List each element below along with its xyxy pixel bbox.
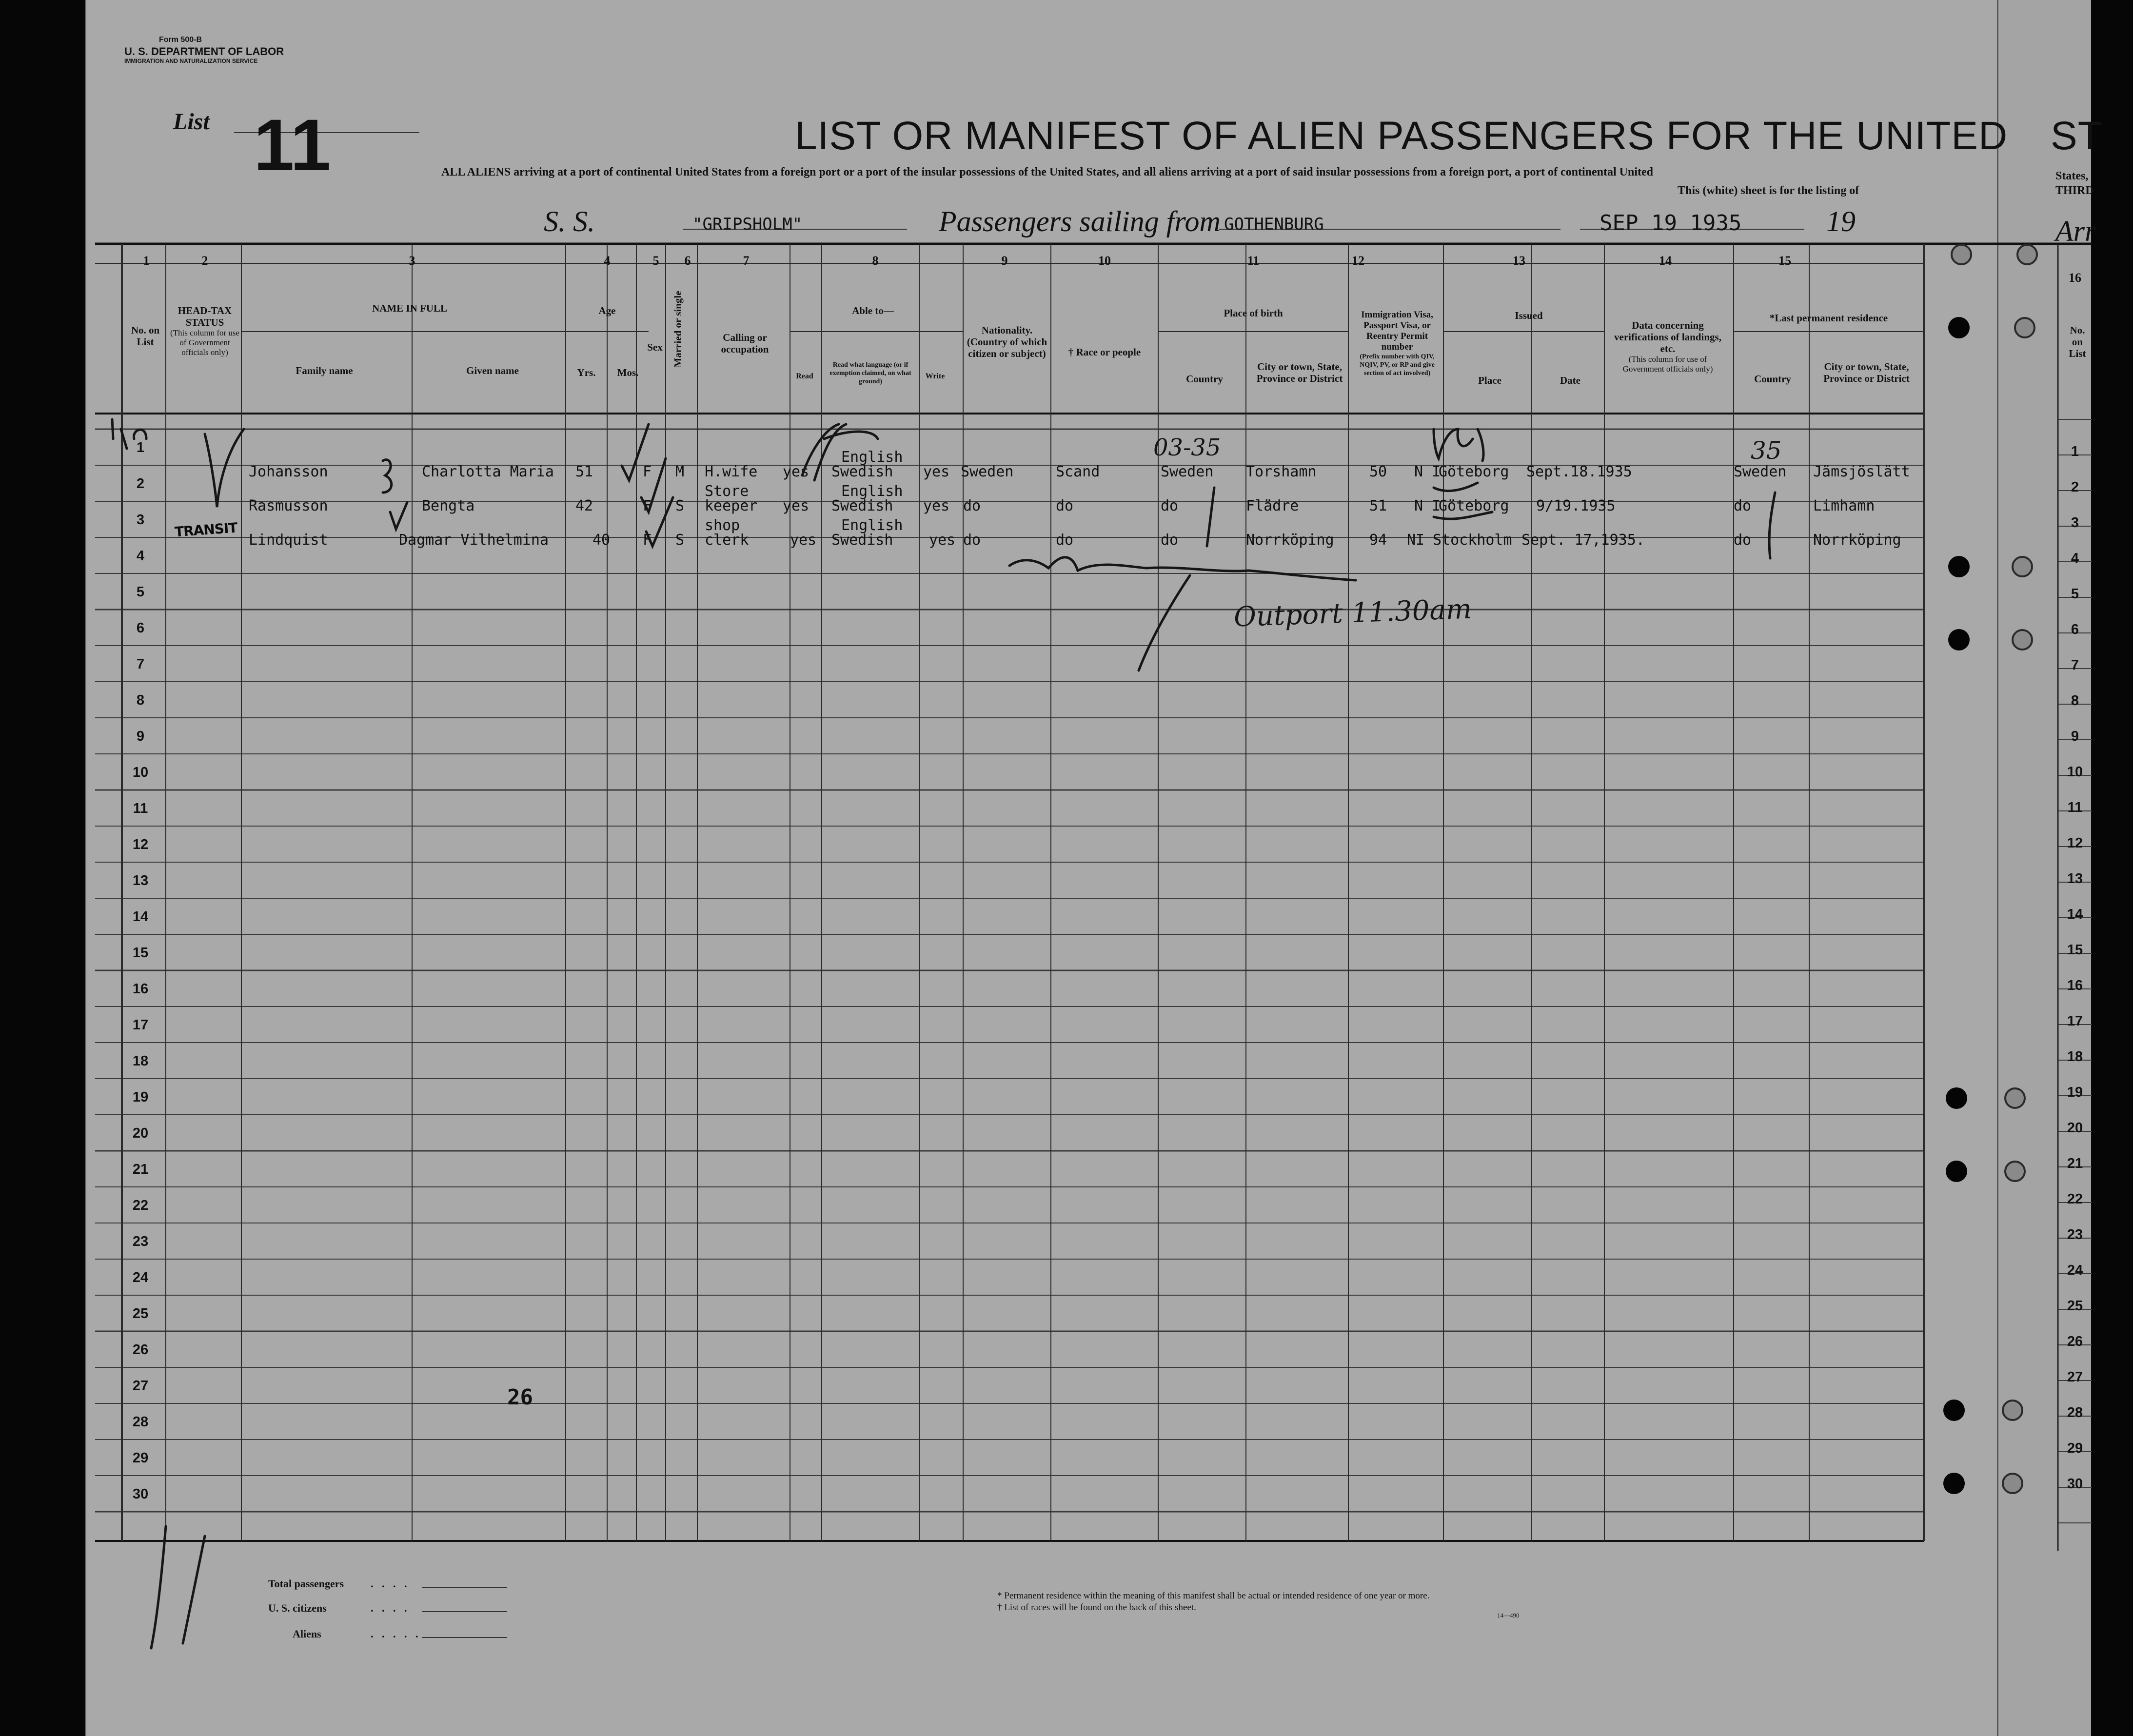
header-res-city: City or town, State, Province or District <box>1823 361 1910 384</box>
occupation: keeper <box>705 497 758 514</box>
visa-note: (Prefix number with QIV, NQIV, PV, or RP and give section of act involved) <box>1360 353 1435 377</box>
row-number: 7 <box>136 656 145 672</box>
row-number: 28 <box>132 1414 149 1430</box>
col-number: 9 <box>1001 254 1008 268</box>
given-name: Dagmar Vilhelmina <box>399 532 549 549</box>
row-number: 30 <box>2067 1476 2083 1492</box>
sex: F <box>643 463 652 480</box>
form-number: Form 500-B <box>158 36 202 44</box>
row-number: 13 <box>132 873 149 888</box>
language: Swedish <box>831 497 893 514</box>
row-number: 22 <box>2067 1191 2083 1207</box>
birth-country: do <box>1161 497 1179 514</box>
punch-hole <box>2016 244 2038 265</box>
total-passengers-dots: . . . . <box>371 1578 410 1590</box>
list-number: 11 <box>254 104 331 186</box>
punch-hole <box>1943 1473 1965 1494</box>
can-read: yes <box>783 497 810 514</box>
birth-city: Flädre <box>1246 497 1299 514</box>
row-number: 21 <box>132 1162 149 1177</box>
punch-hole <box>2012 629 2033 651</box>
row-number: 5 <box>136 584 145 600</box>
race: do <box>1056 497 1074 514</box>
row-number: 16 <box>132 981 149 997</box>
residence-city: Jämsjöslätt <box>1813 463 1910 480</box>
punch-hole <box>2002 1473 2023 1494</box>
row-number: 14 <box>2067 907 2083 922</box>
nationality: Sweden <box>961 463 1014 480</box>
occupation: H.wife <box>705 463 758 480</box>
row-number: 5 <box>2071 586 2079 602</box>
col-number: 11 <box>1247 254 1260 268</box>
row-number: 13 <box>2067 871 2083 887</box>
list-label: List <box>173 109 210 135</box>
header-place-of-birth: Place of birth <box>1224 307 1283 319</box>
ss-label: S. S. <box>544 205 595 237</box>
punch-hole <box>1946 1161 1967 1182</box>
visa-label: Immigration Visa, Passport Visa, or Reentry Permit number <box>1361 310 1433 352</box>
aliens-label: Aliens <box>293 1628 321 1640</box>
footnote-residence: * Permanent residence within the meaning of this manifest shall be actual or intended residence of one year or more. <box>997 1591 1430 1601</box>
header-mos: Mos. <box>617 367 639 378</box>
row-number: 20 <box>2067 1120 2083 1136</box>
col-number: 12 <box>1352 254 1364 268</box>
header-last-residence: *Last permanent residence <box>1769 312 1888 324</box>
header-yrs: Yrs. <box>577 367 596 378</box>
row-number: 30 <box>132 1486 149 1502</box>
visa-number: 50 <box>1369 463 1387 480</box>
issued-date: 9/19.1935 <box>1536 497 1616 514</box>
col-number: 6 <box>684 254 691 268</box>
residence-country: do <box>1734 532 1752 549</box>
row-number: 7 <box>2071 657 2079 673</box>
row-number: 29 <box>132 1450 149 1466</box>
header-given-name: Given name <box>466 365 519 376</box>
marital-status: M <box>675 463 685 480</box>
given-name: Bengta <box>422 497 475 514</box>
header-city: City or town, State, Province or District <box>1256 361 1343 384</box>
residence-country: do <box>1734 497 1752 514</box>
punch-hole <box>1948 317 1970 338</box>
row-number: 24 <box>2067 1263 2083 1278</box>
col-number: 3 <box>409 254 415 268</box>
row-number: 4 <box>136 548 145 564</box>
visa-number: 94 <box>1369 532 1387 549</box>
visa-number: 51 <box>1369 497 1387 514</box>
col-number: 16 <box>2069 271 2081 285</box>
header-issued: Issued <box>1515 310 1543 321</box>
header-read-language: Read what language (or if exemption claimed, on what ground) <box>830 361 911 385</box>
family-name: Johansson <box>249 463 328 480</box>
age-years: 42 <box>575 497 593 514</box>
row-number: 26 <box>132 1342 149 1358</box>
verification-label: Data concerning verifications of landings, etc. <box>1614 319 1721 355</box>
head-tax-note: (This column for use of Government officials only) <box>170 328 240 357</box>
visa-type: N I <box>1414 497 1441 514</box>
sex: F <box>643 497 652 514</box>
row-number: 1 <box>2071 444 2079 459</box>
row-number: 2 <box>2071 479 2079 495</box>
header-sex: Sex <box>647 341 663 353</box>
row-number: 8 <box>2071 693 2079 709</box>
row-number: 28 <box>2067 1405 2083 1420</box>
row-number: 8 <box>136 692 145 708</box>
issued-place: Stockholm <box>1433 532 1512 549</box>
row-number: 10 <box>2067 764 2083 780</box>
age-years: 51 <box>575 463 593 480</box>
col-number: 10 <box>1098 254 1111 268</box>
row-number: 15 <box>132 945 149 961</box>
language: Swedish <box>831 532 893 549</box>
departure-port: GOTHENBURG <box>1224 215 1324 234</box>
marital-status: S <box>675 532 685 549</box>
col-number: 13 <box>1513 254 1525 268</box>
language-top: English <box>841 449 903 466</box>
service: IMMIGRATION AND NATURALIZATION SERVICE <box>124 58 258 64</box>
header-race: † Race or people <box>1068 346 1141 358</box>
row-number: 23 <box>132 1234 149 1249</box>
us-citizens-label: U. S. citizens <box>268 1602 327 1614</box>
row-number: 1 <box>136 440 145 455</box>
visa-type: NI <box>1407 532 1425 549</box>
row-number: 20 <box>132 1125 149 1141</box>
next-sheet-title: ST <box>2051 114 2103 158</box>
title-subtext-1: ALL ALIENS arriving at a port of continental United States from a foreign port or a port of the insular possessions of the United States, and all aliens arriving at a port of said insular possessions from a foreign port, a port of continental United <box>441 166 1653 178</box>
header-name-in-full: NAME IN FULL <box>372 302 447 314</box>
aliens-dots: . . . . . <box>371 1628 421 1640</box>
row-number: 29 <box>2067 1440 2083 1456</box>
birth-city: Norrköping <box>1246 532 1334 549</box>
issued-place: Göteborg <box>1439 497 1509 514</box>
row-number: 17 <box>2067 1013 2083 1029</box>
can-read: yes <box>790 532 817 549</box>
punch-hole <box>1948 629 1970 651</box>
footnote-races: † List of races will be found on the back of this sheet. <box>997 1602 1196 1613</box>
outport-note: Outport 11.30am <box>1233 593 1472 633</box>
transit-stamp: TRANSIT <box>174 519 238 540</box>
verification-note: (This column for use of Government officials only) <box>1622 355 1713 374</box>
head-tax-label: HEAD-TAX STATUS <box>178 305 232 328</box>
col-number: 1 <box>143 254 150 268</box>
row-number: 11 <box>2067 800 2083 815</box>
punch-hole <box>1946 1087 1967 1109</box>
row-number: 9 <box>2071 729 2079 744</box>
row-number: 9 <box>136 729 145 744</box>
punch-hole <box>1948 556 1970 577</box>
header-res-country: Country <box>1754 373 1791 385</box>
can-read: yes <box>783 463 810 480</box>
row-number: 27 <box>2067 1369 2083 1385</box>
total-passengers-label: Total passengers <box>268 1578 344 1590</box>
row-number: 11 <box>133 801 148 816</box>
row-number: 22 <box>132 1198 149 1213</box>
can-write: yes <box>923 497 950 514</box>
next-sheet-arrival: Arr <box>2055 215 2096 247</box>
col-number: 7 <box>743 254 750 268</box>
page-stamp: 26 <box>507 1385 533 1410</box>
birth-country: do <box>1161 532 1179 549</box>
manifest-title: LIST OR MANIFEST OF ALIEN PASSENGERS FOR THE UNITED <box>795 114 2008 158</box>
row-number: 4 <box>2071 551 2079 566</box>
row-number: 27 <box>132 1378 149 1394</box>
title-subtext-2: This (white) sheet is for the listing of <box>1678 184 1859 197</box>
row-number: 14 <box>132 909 149 925</box>
col-number: 5 <box>652 254 659 268</box>
col-number: 8 <box>872 254 879 268</box>
punch-hole <box>1943 1400 1965 1421</box>
row-number: 16 <box>2067 978 2083 993</box>
race: Scand <box>1056 463 1100 480</box>
occupation-top: shop <box>705 517 740 534</box>
issued-place: Göteborg <box>1439 463 1509 480</box>
row-number: 18 <box>2067 1049 2083 1065</box>
birth-country: Sweden <box>1161 463 1214 480</box>
next-sheet-sub2: THIRD <box>2055 184 2094 197</box>
residence-country: Sweden <box>1734 463 1787 480</box>
header-age: Age <box>598 305 616 316</box>
punch-hole <box>2004 1161 2026 1182</box>
visa-type: N I <box>1414 463 1441 480</box>
language-top: English <box>841 483 903 500</box>
row-number: 25 <box>2067 1298 2083 1314</box>
row-number: 18 <box>132 1053 149 1069</box>
header-write: Write <box>925 372 945 380</box>
ship-name: "GRIPSHOLM" <box>692 215 803 234</box>
form-code: 14—490 <box>1497 1612 1520 1619</box>
header-place: Place <box>1478 375 1501 386</box>
row-number: 12 <box>132 837 149 852</box>
sailing-date: SEP 19 1935 <box>1600 211 1742 236</box>
occupation-top: Store <box>705 483 749 500</box>
row-number: 10 <box>132 765 149 780</box>
birth-city: Torshamn <box>1246 463 1317 480</box>
col-number: 4 <box>604 254 611 268</box>
sailing-from-label: Passengers sailing from <box>939 205 1221 237</box>
issued-date: Sept.18.1935 <box>1526 463 1632 480</box>
col-number: 14 <box>1659 254 1672 268</box>
row-number: 2 <box>136 476 145 492</box>
row-number: 6 <box>136 620 145 636</box>
row-number: 19 <box>132 1089 149 1105</box>
header-read: Read <box>796 372 813 380</box>
col-number: 2 <box>201 254 208 268</box>
age-years: 40 <box>592 532 611 549</box>
us-citizens-dots: . . . . <box>371 1602 410 1614</box>
header-able-to: Able to— <box>852 305 894 316</box>
marital-status: S <box>675 497 685 514</box>
next-sheet-sub1: States, <box>2055 170 2089 182</box>
row-number: 17 <box>132 1017 149 1033</box>
header-no-on-list: No. on List <box>131 324 160 348</box>
punch-hole <box>2012 556 2033 577</box>
issued-date: Sept. 17,1935. <box>1521 532 1645 549</box>
header-no-on-list-2: No. on List <box>2069 324 2086 359</box>
sex: F <box>643 532 652 549</box>
header-family-name: Family name <box>296 365 353 376</box>
row-number: 15 <box>2067 942 2083 958</box>
residence-handwritten-note: 35 <box>1751 436 1782 465</box>
row-number: 23 <box>2067 1227 2083 1243</box>
residence-city: Norrköping <box>1813 532 1901 549</box>
row-number: 19 <box>2067 1085 2083 1100</box>
birth-handwritten-note: 03-35 <box>1153 434 1221 461</box>
given-name: Charlotta Maria <box>422 463 554 480</box>
punch-hole <box>2014 317 2035 338</box>
race: do <box>1056 532 1074 549</box>
department: U. S. DEPARTMENT OF LABOR <box>124 45 284 58</box>
family-name: Rasmusson <box>249 497 328 514</box>
residence-city: Limhamn <box>1813 497 1875 514</box>
family-name: Lindquist <box>249 532 328 549</box>
punch-hole <box>2004 1087 2026 1109</box>
punch-hole <box>2002 1400 2023 1421</box>
header-nationality: Nationality. (Country of which citizen or subject) <box>967 324 1047 359</box>
header-country: Country <box>1186 373 1223 385</box>
header-date: Date <box>1560 375 1580 386</box>
year-suffix: 19 <box>1826 205 1856 237</box>
row-number: 24 <box>132 1270 149 1285</box>
row-number: 21 <box>2067 1156 2083 1171</box>
header-calling: Calling or occupation <box>721 332 769 355</box>
can-write: yes <box>923 463 950 480</box>
header-married: Married or single <box>672 291 684 368</box>
row-number: 3 <box>136 512 145 528</box>
row-number: 3 <box>2071 515 2079 531</box>
language-top: English <box>841 517 903 534</box>
row-number: 6 <box>2071 622 2079 637</box>
nationality: do <box>963 497 981 514</box>
can-write: yes <box>929 532 956 549</box>
row-number: 26 <box>2067 1334 2083 1349</box>
nationality: do <box>963 532 981 549</box>
language: Swedish <box>831 463 893 480</box>
col-number: 15 <box>1778 254 1791 268</box>
occupation: clerk <box>705 532 749 549</box>
punch-hole <box>1951 244 1972 265</box>
row-number: 25 <box>132 1306 149 1322</box>
row-number: 12 <box>2067 835 2083 851</box>
